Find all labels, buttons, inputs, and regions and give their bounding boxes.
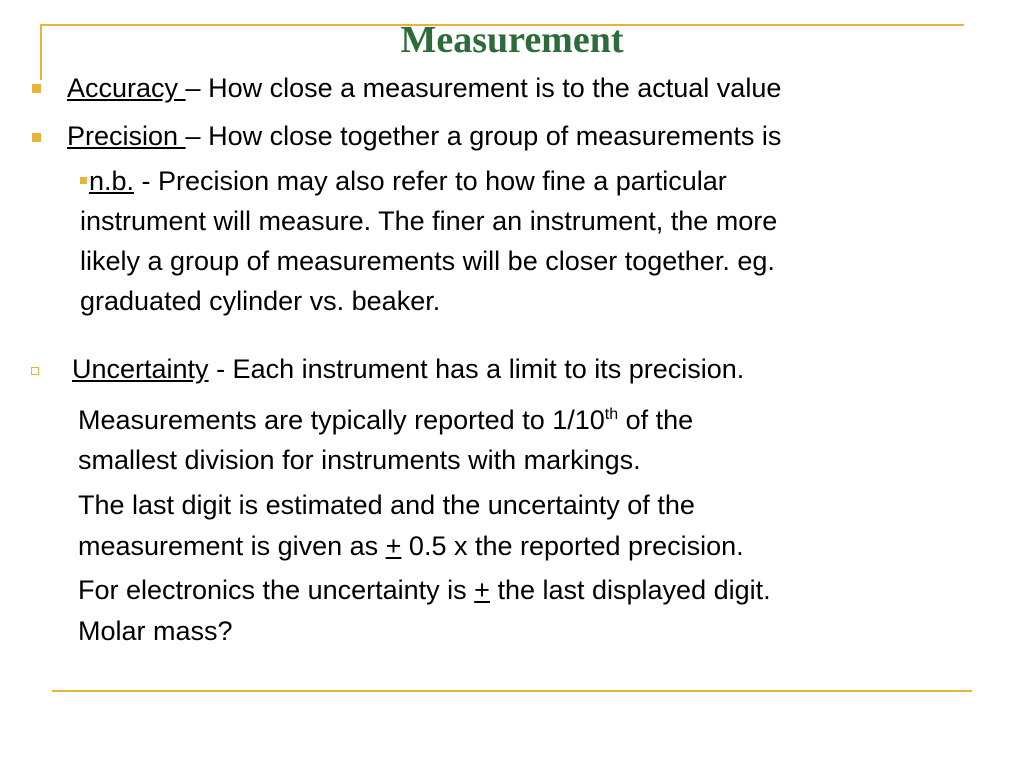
- nb-line-2: instrument will measure. The finer an instrument, the more: [80, 206, 778, 236]
- slide-title: Measurement: [400, 19, 624, 61]
- paragraph1-text-pre: Measurements are typically reported to 1/10: [78, 405, 605, 435]
- paragraph1-text-post: of the: [618, 405, 694, 435]
- paragraph1-superscript: th: [604, 406, 619, 423]
- nb-bullet-icon: [80, 177, 87, 184]
- accuracy-item: [67, 70, 781, 106]
- uncertainty-item: [72, 351, 744, 387]
- precision-definition: – How close together a group of measurements is: [185, 121, 782, 151]
- nb-line-1: [80, 163, 727, 199]
- accuracy-term: Accuracy: [67, 73, 186, 103]
- paragraph3-text-post: the last displayed digit.: [489, 575, 771, 605]
- uncertainty-definition: - Each instrument has a limit to its precision.: [208, 354, 745, 384]
- precision-term: Precision: [67, 121, 186, 151]
- plus-minus-symbol: +: [385, 531, 402, 561]
- nb-label: n.b.: [89, 166, 135, 196]
- paragraph4-line-1: Molar mass?: [78, 616, 233, 646]
- paragraph3-text-pre: For electronics the uncertainty is: [78, 575, 475, 605]
- nb-line-4: graduated cylinder vs. beaker.: [80, 286, 441, 316]
- paragraph3-line-1: [78, 572, 771, 608]
- uncertainty-bullet-icon: [31, 367, 39, 375]
- plus-minus-symbol-2: +: [474, 575, 490, 605]
- paragraph2-text-pre: measurement is given as: [78, 531, 386, 561]
- accuracy-bullet-icon: [32, 84, 41, 93]
- paragraph1-line-1: [78, 402, 693, 438]
- paragraph2-line-2: [78, 528, 744, 564]
- nb-line-3: likely a group of measurements will be closer together. eg.: [80, 246, 775, 276]
- bottom-rule: [52, 690, 972, 692]
- accuracy-definition: – How close a measurement is to the actual value: [185, 73, 782, 103]
- precision-bullet-icon: [32, 133, 41, 142]
- uncertainty-term: Uncertainty: [72, 354, 209, 384]
- paragraph2-line-1: The last digit is estimated and the uncertainty of the: [78, 490, 695, 520]
- paragraph2-text-post: 0.5 x the reported precision.: [401, 531, 744, 561]
- nb-text-1: - Precision may also refer to how fine a particular: [134, 166, 727, 196]
- paragraph1-line-2: smallest division for instruments with markings.: [78, 445, 641, 475]
- precision-item: [67, 118, 781, 154]
